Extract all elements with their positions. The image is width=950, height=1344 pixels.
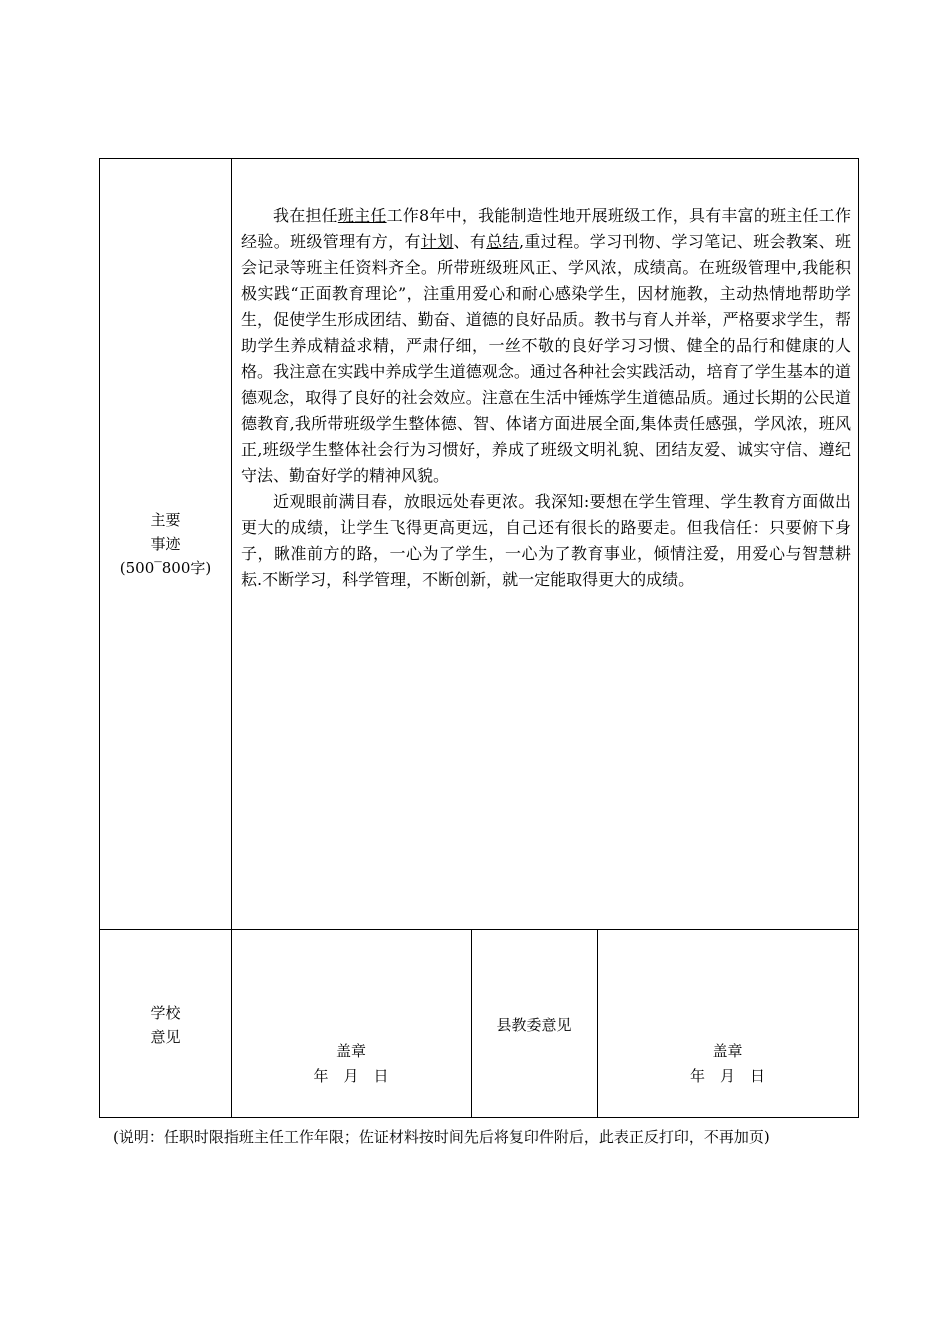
paragraph1-part3: 工作8年中，我能制造性地开展班级工作，具有丰富的班主任工作经验。班级管理有方，有 bbox=[241, 206, 851, 251]
underlined-term-summary: 总结 bbox=[486, 232, 519, 251]
award-form-table bbox=[99, 158, 859, 1118]
paragraph1-part5: 、有 bbox=[453, 232, 487, 251]
school-date-text: 年 月 日 bbox=[313, 1067, 389, 1085]
underlined-term-plan: 计划 bbox=[420, 232, 454, 251]
county-opinion-label: 县教委意见 bbox=[496, 1016, 572, 1034]
school-opinion-label bbox=[100, 1001, 231, 1049]
main-deeds-content bbox=[241, 203, 851, 593]
school-stamp-text: 盖章 bbox=[335, 1042, 366, 1060]
deeds-paragraph-1 bbox=[241, 203, 851, 489]
paragraph1-part7: ,重过程。学习刊物、学习笔记、班会教案、班会记录等班主任资料齐全。所带班级班风正、学风浓，成绩高。在班级管理中,我能积极实践“正面教育理论”，注重用爱心和耐心感染学生，因材施教，主动热情地帮助学生，促使学生形成团结、勤奋、道德的良好品质。教书与育人并举，严格要求学生，帮助学生养成精益求精，严肃仔细，一丝不敬的良好学习习惯、健全的品行和健康的人格。我注意在实践中养成学生道德观念。通过各种社会实践活动，培育了学生基本的道德观念，取得了良好的社会效应。注意在生活中锤炼学生道德品质。通过长期的公民道德教育,我所带班级学生整体德、智、体诸方面进展全面,集体责任感强，学风浓，班风正,班级学生整体社会行为习惯好，养成了班级文明礼貌、团结友爱、诚实守信、遵纪守法、勤奋好学的精神风貌。 bbox=[241, 232, 851, 485]
row-divider bbox=[100, 929, 858, 930]
main-deeds-label bbox=[100, 508, 231, 580]
underlined-term-head-teacher: 班主任 bbox=[337, 206, 387, 225]
main-column-divider bbox=[231, 159, 232, 929]
county-stamp-area bbox=[597, 1039, 858, 1089]
main-deeds-label-line2: 事迹 bbox=[150, 535, 181, 553]
form-note: (说明：任职时限指班主任工作年限；佐证材料按时间先后将复印件附后，此表正反打印，不再加页) bbox=[113, 1128, 770, 1146]
main-deeds-label-line1: 主要 bbox=[150, 511, 181, 529]
school-opinion-label-line1: 学校 bbox=[150, 1004, 181, 1022]
paragraph1-part1: 我在担任 bbox=[273, 206, 338, 225]
school-stamp-area bbox=[231, 1039, 471, 1089]
word-count-hint: (500‾800字) bbox=[119, 559, 212, 577]
school-opinion-label-line2: 意见 bbox=[150, 1028, 181, 1046]
deeds-paragraph-2: 近观眼前满目春，放眼远处春更浓。我深知:要想在学生管理、学生教育方面做出更大的成绩，让学生飞得更高更远，自己还有很长的路要走。但我信任：只要俯下身子，瞅准前方的路，一心为了学生，一心为了教育事业，倾情注爱，用爱心与智慧耕耘.不断学习，科学管理，不断创新，就一定能取得更大的成绩。 bbox=[241, 492, 851, 589]
county-date-text: 年 月 日 bbox=[689, 1067, 765, 1085]
county-stamp-text: 盖章 bbox=[712, 1042, 743, 1060]
